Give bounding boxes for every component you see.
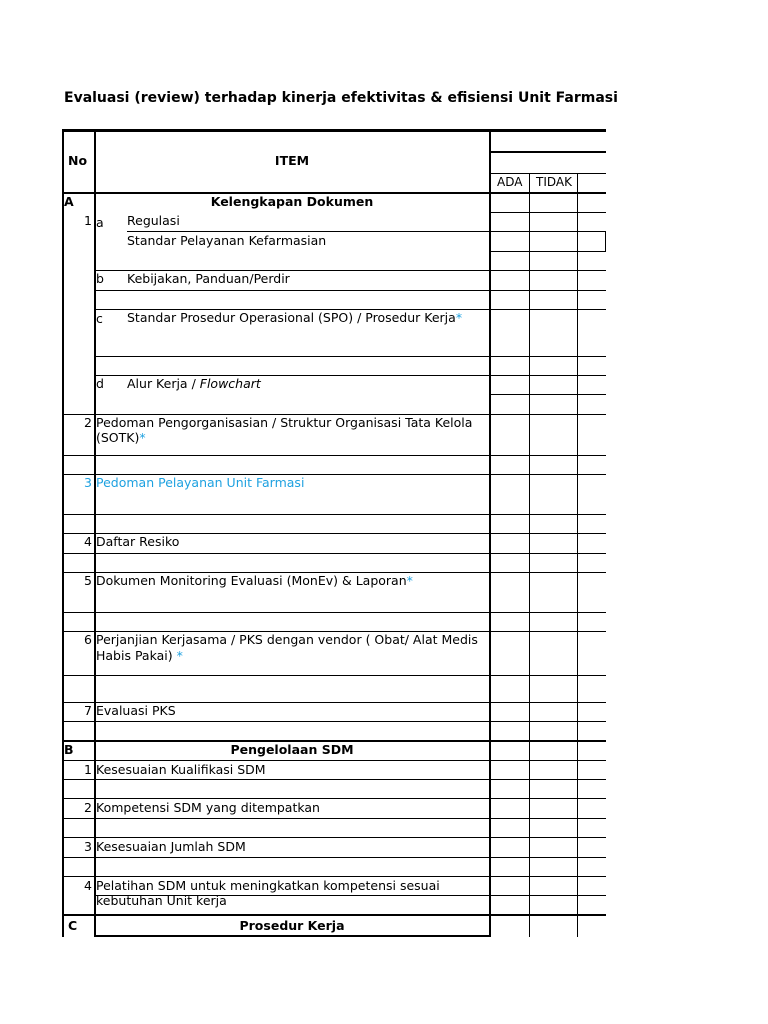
page-title: Evaluasi (review) terhadap kinerja efektivitas & efisiensi Unit Farmasi (64, 90, 618, 106)
item-text: Pedoman Pengorganisasian / Struktur Organisasi Tata Kelola (96, 415, 473, 430)
section-title: Pengelolaan SDM (230, 742, 354, 757)
section-code: A (64, 194, 74, 209)
item-number: 3 (84, 475, 92, 490)
item-text: Evaluasi PKS (96, 703, 176, 718)
item-number: 2 (84, 415, 92, 430)
required-asterisk: * (455, 310, 463, 325)
item-text: Kompetensi SDM yang ditempatkan (96, 800, 320, 815)
section-code: B (64, 742, 74, 757)
item-text: Dokumen Monitoring Evaluasi (MonEv) & Laporan* (96, 573, 413, 588)
item-text: Kesesuaian Kualifikasi SDM (96, 762, 266, 777)
item-text: Standar Prosedur Operasional (SPO) / Prosedur Kerja* (127, 310, 463, 325)
section-title: Prosedur Kerja (239, 918, 345, 933)
section-code: C (68, 918, 78, 933)
item-text: Alur Kerja / Flowchart (127, 376, 261, 391)
item-number: 2 (84, 800, 92, 815)
item-text: Habis Pakai) * (96, 648, 183, 663)
item-number: 3 (84, 839, 92, 854)
item-number: 4 (84, 534, 92, 549)
header-tidak: TIDAK (536, 175, 572, 189)
item-text: Perjanjian Kerjasama / PKS dengan vendor ( Obat/ Alat Medis (96, 632, 478, 647)
item-number: 5 (84, 573, 92, 588)
item-letter: c (96, 311, 103, 326)
item-text: Kebijakan, Panduan/Perdir (127, 271, 290, 286)
required-asterisk: * (139, 430, 146, 445)
header-ada: ADA (497, 175, 523, 189)
item-text: Pelatihan SDM untuk meningkatkan kompetensi sesuai (96, 878, 440, 893)
required-asterisk: * (176, 648, 183, 663)
item-text: Pedoman Pelayanan Unit Farmasi (96, 475, 305, 490)
item-number: 6 (84, 632, 92, 647)
item-number: 1 (84, 213, 92, 228)
header-item: ITEM (274, 153, 310, 168)
item-text: Regulasi (127, 213, 180, 228)
item-text: (SOTK)* (96, 430, 146, 445)
item-letter: a (96, 215, 104, 230)
required-asterisk: * (406, 573, 413, 588)
item-text: Standar Pelayanan Kefarmasian (127, 233, 327, 248)
item-letter: d (96, 376, 104, 391)
item-number: 4 (84, 878, 92, 893)
item-number: 1 (84, 762, 92, 777)
item-text: kebutuhan Unit kerja (96, 893, 227, 908)
item-text: Daftar Resiko (96, 534, 180, 549)
item-text: Kesesuaian Jumlah SDM (96, 839, 246, 854)
section-title: Kelengkapan Dokumen (210, 194, 374, 209)
item-number: 7 (84, 703, 92, 718)
header-no: No (68, 153, 88, 168)
item-letter: b (96, 271, 104, 286)
